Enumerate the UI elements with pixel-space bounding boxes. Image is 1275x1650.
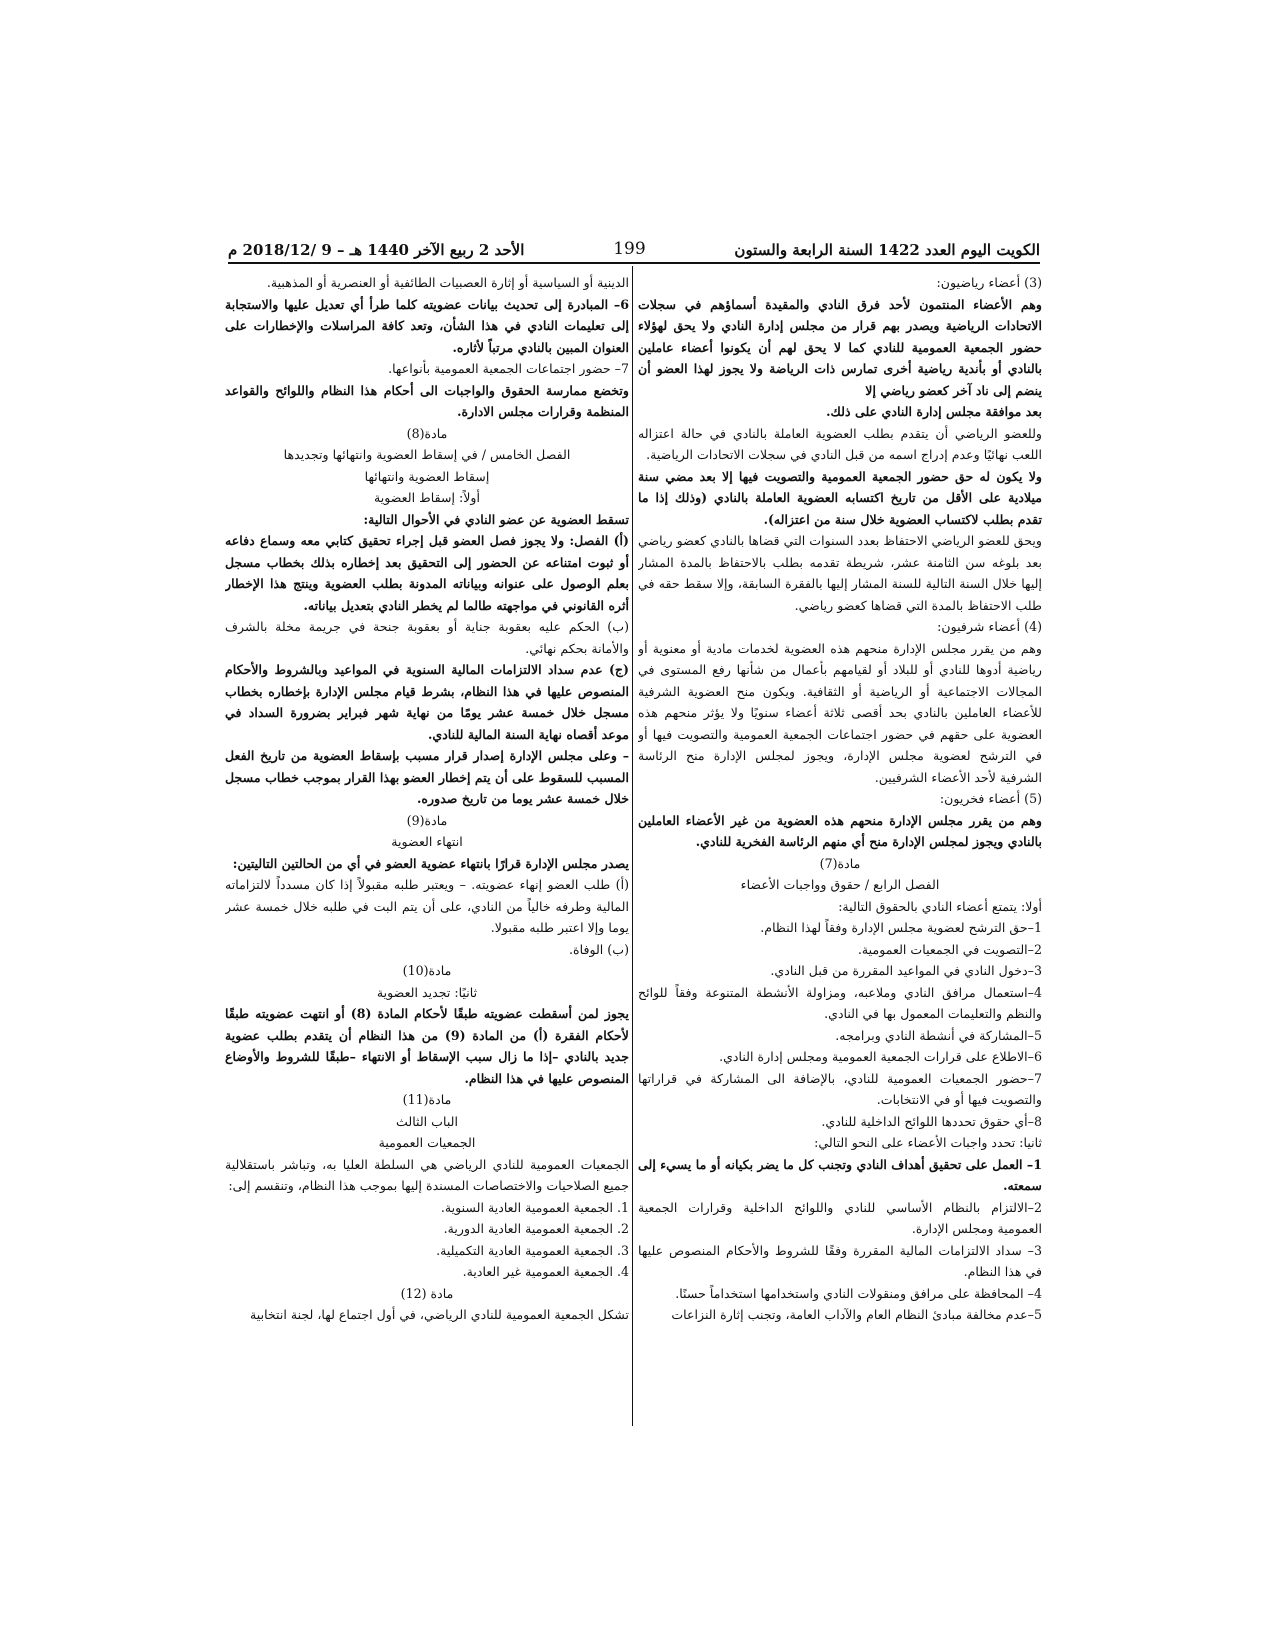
paragraph: (أ) طلب العضو إنهاء عضويته. – ويعتبر طلبه مقبولاً إذا كان مسدداً لالتزاماته المالية وطرفه خالياً من النادي، على أن يتم البت في طلبه خلال خمسة عشر يوما وإلا اعتبر طلبه مقبولا. (225, 877, 629, 935)
paragraph: وهم من يقرر مجلس الإدارة منحهم هذه العضوية من غير الأعضاء العاملين بالنادي ويجوز لمجلس الإدارة منح أي منهم الرئاسة الفخرية للنادي. (638, 812, 1042, 849)
list-item: 3–دخول النادي في المواعيد المقررة من قبل النادي. (770, 963, 1042, 978)
paragraph: (4) أعضاء شرفيون: (937, 619, 1042, 634)
paragraph: وهم الأعضاء المنتمون لأحد فرق النادي والمقيدة أسماؤهم في سجلات الاتحادات الرياضية ويصدر بهم قرار من مجلس إدارة النادي ولا يحق لهؤلاء حضور الجمعية العمومية للنادي كما لا يحق لهم أن يكونوا أعضاء عاملين بالنادي أو بأندية رياضية أخرى تمارس ذات الرياضة ولا يجوز لهذا العضو أن ينضم إلى ناد آخر كعضو رياضي إلا (638, 296, 1042, 398)
list-item: 3– سداد الالتزامات المالية المقررة وفقًا للشروط والأحكام المنصوص عليها في هذا النظام. (638, 1242, 1042, 1279)
section-heading: إسقاط العضوية وانتهائها (364, 468, 490, 484)
paragraph: (5) أعضاء فخريون: (939, 791, 1042, 806)
list-item: 8–أي حقوق تحددها اللوائح الداخلية للنادي. (821, 1113, 1042, 1129)
paragraph: وهم من يقرر مجلس الإدارة منحهم هذه العضوية لخدمات مادية أو معنوية أو رياضية أدوها للنادي أو للبلاد أو لقيامهم بأعمال من شأنها رفع المستوى في المجالات الاجتماعية أو الرياضية أو الثقافية. ويكون منح العضوية الشرفية للأعضاء العاملين بالنادي بحد أقصى ثلاثة أعضاء سنويًا ولا يؤثر منحهم هذه العضوية على حقهم في حضور اجتماعات الجمعية العمومية والتصويت فيها أو في الترشح لعضوية مجلس الإدارة، ويجوز لمجلس الإدارة منح الرئاسة الشرفية لأحد الأعضاء الشرفيين. (638, 640, 1042, 785)
paragraph: ولا يكون له حق حضور الجمعية العمومية والتصويت فيها إلا بعد مضي سنة ميلادية على الأقل من تاريخ اكتسابه العضوية العاملة بالنادي (وذلك إذا ما تقدم بطلب لاكتساب العضوية خلال سنة من اعتزاله). (638, 468, 1042, 527)
list-item: 6– المبادرة إلى تحديث بيانات عضويته كلما طرأ أي تعديل عليها والاستجابة إلى تعليمات النادي في هذا الشأن، وتعد كافة المراسلات والإخطارات على العنوان المبين بالنادي مرتباً لأثاره. (225, 296, 629, 355)
list-item: 2–التصويت في الجمعيات العمومية. (857, 941, 1042, 957)
paragraph: بعد موافقة مجلس إدارة النادي على ذلك. (826, 404, 1042, 419)
article-heading: مادة(9) (406, 812, 448, 828)
header-publication: الكويت اليوم العدد 1422 السنة الرابعة والستون (734, 241, 1040, 259)
list-item: 1–حق الترشح لعضوية مجلس الإدارة وفقاً لهذا النظام. (760, 920, 1042, 935)
paragraph: ثانيا: تحدد واجبات الأعضاء على النحو التالي: (814, 1135, 1042, 1150)
paragraph: ويحق للعضو الرياضي الاحتفاظ بعدد السنوات التي قضاها بالنادي كعضو رياضي بعد بلوغه سن الثامنة عشر، شريطة تقدمه بطلب بالاحتفاظ بالمدة المشار إليها خلال السنة التالية للسنة المشار إليها بالفقرة السابقة، وإلا سقط حقه في طلب الاحتفاظ بالمدة التي قضاها كعضو رياضي. (638, 533, 1042, 613)
article-heading: مادة(8) (406, 425, 448, 441)
list-item: 4. الجمعية العمومية غير العادية. (462, 1264, 629, 1279)
paragraph: وتخضع ممارسة الحقوق والواجبات الى أحكام هذا النظام واللوائح والقواعد المنظمة وقرارات مجلس الادارة. (225, 382, 629, 419)
article-heading: مادة (12) (400, 1285, 454, 1301)
section-heading: انتهاء العضوية (391, 834, 463, 849)
list-item: 4–استعمال مرافق النادي وملاعبه، ومزاولة الأنشطة المتنوعة وفقاً للوائح والنظم والتعليمات المعمول بها في النادي. (638, 984, 1042, 1021)
paragraph: أولا: يتمتع أعضاء النادي بالحقوق التالية: (838, 898, 1042, 914)
section-heading: الباب الثالث (395, 1113, 458, 1129)
paragraph: تسقط العضوية عن عضو النادي في الأحوال التالية: (363, 511, 629, 527)
list-item: 6–الاطلاع على قرارات الجمعية العمومية ومجلس إدارة النادي. (719, 1049, 1042, 1064)
paragraph: – وعلى مجلس الإدارة إصدار قرار مسبب بإسقاط العضوية من تاريخ الفعل المسبب للسقوط على أن يتم إخطار العضو بهذا القرار بموجب خطاب مسجل خلال خمسة عشر يوما من تاريخ صدوره. (225, 748, 629, 806)
paragraph: (ب) الحكم عليه بعقوبة جناية أو بعقوبة جنحة في جريمة مخلة بالشرف والأمانة بحكم نهائي. (225, 619, 629, 656)
page-number: 199 (613, 239, 646, 259)
paragraph: (3) أعضاء رياضيون: (936, 275, 1042, 290)
list-item: 7–حضور الجمعيات العمومية للنادي، بالإضافة الى المشاركة في قراراتها والتصويت فيها أو في الانتخابات. (638, 1070, 1042, 1107)
list-item: 5–عدم مخالفة مبادئ النظام العام والآداب العامة، وتجنب إثارة النزاعات (671, 1307, 1042, 1322)
paragraph: تشكل الجمعية العمومية للنادي الرياضي، في أول اجتماع لها، لجنة انتخابية (250, 1307, 629, 1322)
column-divider (632, 266, 633, 1426)
paragraph: وللعضو الرياضي أن يتقدم بطلب العضوية العاملة بالنادي في حالة اعتزاله اللعب نهائيًا وعدم إدراج اسمه من قبل النادي في سجلات الاتحادات الرياضية. (638, 425, 1042, 462)
paragraph: يجوز لمن أسقطت عضويته طبقًا لأحكام المادة (8) أو انتهت عضويته طبقًا لأحكام الفقرة (أ) من المادة (9) من هذا النظام أن يتقدم بطلب عضوية جديد بالنادي –إذا ما زال سبب الإسقاط أو الانتهاء –طبقًا للشروط والأوضاع المنصوص عليها في هذا النظام. (225, 1006, 629, 1086)
page-header (228, 233, 1040, 264)
list-item: 7– حضور اجتماعات الجمعية العمومية بأنواعها. (388, 361, 629, 376)
section-heading: الفصل الرابع / حقوق وواجبات الأعضاء (740, 877, 940, 892)
section-heading: الجمعيات العمومية (378, 1135, 476, 1150)
list-item: 3. الجمعية العمومية العادية التكميلية. (436, 1242, 629, 1258)
paragraph: (ب) الوفاة. (569, 941, 629, 957)
list-item: 1– العمل على تحقيق أهداف النادي وتجنب كل ما يضر بكيانه أو ما يسيء إلى سمعته. (638, 1156, 1042, 1193)
list-item: 1. الجمعية العمومية العادية السنوية. (440, 1199, 629, 1215)
section-heading: الفصل الخامس / في إسقاط العضوية وانتهائها وتجديدها (283, 447, 571, 462)
list-item: 2–الالتزام بالنظام الأساسي للنادي واللوائح الداخلية وقرارات الجمعية العمومية ومجلس الإدارة. (638, 1199, 1042, 1236)
right-column (638, 272, 1042, 1432)
article-heading: مادة(11) (402, 1092, 452, 1107)
left-column (225, 272, 629, 1432)
list-item: 5–المشاركة في أنشطة النادي وبرامجه. (835, 1027, 1042, 1043)
article-heading: مادة(7) (819, 855, 861, 871)
article-heading: مادة(10) (402, 963, 452, 978)
paragraph: الجمعيات العمومية للنادي الرياضي هي السلطة العليا به، وتباشر باستقلالية جميع الصلاحيات والاختصاصات المسندة إليها بموجب هذا النظام، وتنقسم إلى: (225, 1156, 629, 1193)
paragraph: (أ) الفصل: ولا يجوز فصل العضو قبل إجراء تحقيق كتابي معه وسماع دفاعه أو ثبوت امتناعه عن الحضور إلى التحقيق بعد إخطاره بذلك بخطاب مسجل بعلم الوصول على عنوانه وبياناته المدونة بطلب العضوية وينتج هذا الإخطار أثره القانوني في مواجهته طالما لم يخطر النادي بتعديل بياناته. (225, 533, 629, 613)
header-date: الأحد 2 ربيع الآخر 1440 هـ – 9 /2018/12 م (228, 241, 525, 259)
paragraph: (ج) عدم سداد الالتزامات المالية السنوية في المواعيد وبالشروط والأحكام المنصوص عليها في هذا النظام، بشرط قيام مجلس الإدارة بإخطاره بخطاب مسجل خلال خمسة عشر يومًا من نهاية شهر فبراير بضرورة السداد في موعد أقصاه نهاية السنة المالية للنادي. (225, 662, 629, 742)
paragraph: الدينية أو السياسية أو إثارة العصبيات الطائفية أو العنصرية أو المذهبية. (266, 275, 629, 290)
paragraph: يصدر مجلس الإدارة قرارًا بانتهاء عضوية العضو في أي من الحالتين التاليتين: (232, 855, 629, 871)
list-item: 2. الجمعية العمومية العادية الدورية. (443, 1221, 629, 1236)
section-heading: ثانيًا: تجديد العضوية (376, 984, 478, 1000)
section-heading: أولاً: إسقاط العضوية (373, 490, 480, 505)
list-item: 4– المحافظة على مرافق ومنقولات النادي واستخدامها استخداماً حسنًا. (675, 1285, 1042, 1301)
